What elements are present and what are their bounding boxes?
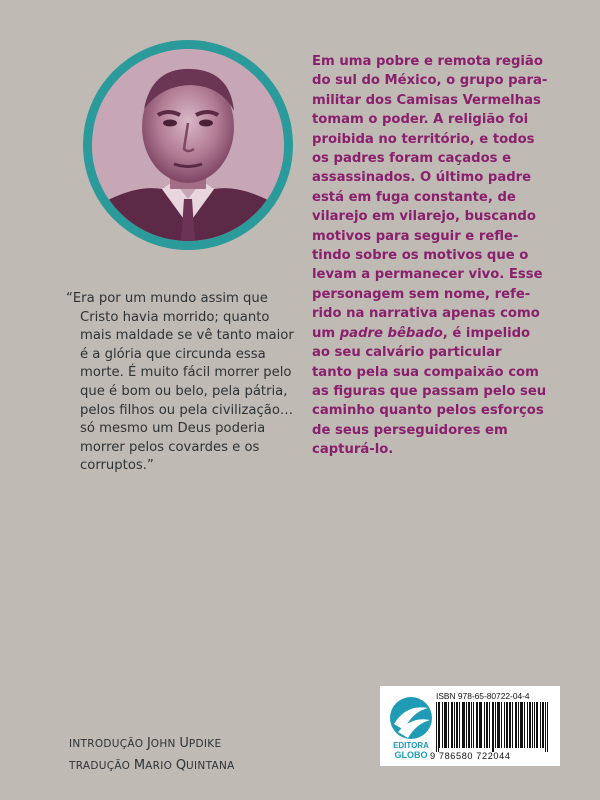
author-portrait: [83, 40, 293, 250]
epigraph-quote: [66, 290, 294, 476]
quote-line: pelos filhos ou pela civilização…: [80, 402, 294, 418]
credit-name: PDIKE: [188, 738, 222, 750]
synopsis-line: levam a permanecer vivo. Esse: [312, 267, 543, 283]
credit-label: TRADUÇÃO: [69, 760, 131, 772]
publisher-logo-icon: [386, 694, 436, 760]
quote-line: só mesmo um Deus poderia: [80, 421, 266, 437]
synopsis-line: do sul do México, o grupo para-: [312, 73, 548, 89]
synopsis-line: motivos para seguir e refle-: [312, 228, 519, 244]
synopsis-text: , é impelido: [442, 325, 531, 341]
synopsis-line: ao seu calvário particular: [312, 345, 502, 361]
synopsis-line: assassinados. O último padre: [312, 170, 532, 186]
quote-line: Cristo havia morrido; quanto: [80, 309, 270, 325]
quote-line: é a glória que circunda essa: [80, 346, 266, 362]
synopsis-line: vilarejo em vilarejo, buscando: [312, 209, 536, 225]
barcode-digits: 9 786580 722044: [430, 751, 511, 761]
synopsis-line: Em uma pobre e remota região: [312, 54, 543, 69]
barcode-icon: [436, 702, 548, 752]
synopsis-line: rido na narrativa apenas como: [312, 306, 540, 322]
synopsis-text: um: [312, 325, 340, 341]
synopsis-line: tanto pela sua compaixão com: [312, 364, 539, 380]
synopsis-line: de seus perseguidores em: [312, 422, 508, 438]
publisher-word: GLOBO: [394, 750, 428, 760]
credit-label: INTRODUÇÃO: [69, 738, 144, 750]
book-synopsis: [312, 52, 552, 460]
credit-initial: U: [179, 736, 189, 751]
synopsis-line: personagem sem nome, refe-: [312, 286, 531, 302]
translation-credit: [69, 755, 235, 777]
synopsis-line: está em fuga constante, de: [312, 189, 516, 205]
credit-name: UINTANA: [186, 760, 235, 772]
credit-initial: Q: [175, 758, 187, 773]
book-credits: [69, 733, 235, 777]
introduction-credit: [69, 733, 235, 755]
synopsis-line: capturá-lo.: [312, 442, 394, 458]
author-photo: [92, 49, 284, 241]
quote-line: morte. É muito fácil morrer pelo: [80, 365, 292, 381]
quote-line: mais maldade se vê tanto maior: [80, 328, 294, 344]
synopsis-line: caminho quanto pelos esforços: [312, 403, 544, 419]
quote-line: corruptos.”: [80, 458, 154, 474]
barcode-panel: [380, 686, 560, 766]
synopsis-line: [312, 324, 552, 343]
synopsis-line: tomam o poder. A religião foi: [312, 112, 529, 128]
credit-initial: J: [146, 736, 151, 751]
quote-line: “Era por um mundo assim que: [66, 291, 268, 306]
synopsis-line: militar dos Camisas Vermelhas: [312, 92, 541, 108]
synopsis-line: os padres foram caçados e: [312, 151, 512, 167]
synopsis-line: as figuras que passam pelo seu: [312, 383, 547, 399]
synopsis-line: tindo sobre os motivos que o: [312, 248, 529, 264]
synopsis-line: proibida no território, e todos: [312, 131, 535, 147]
quote-line: que é bom ou belo, pela pátria,: [80, 383, 288, 399]
synopsis-emphasis: padre bêbado: [339, 325, 443, 341]
quote-line: morrer pelos covardes e os: [80, 439, 260, 455]
credit-name: OHN: [150, 738, 176, 750]
credit-initial: M: [133, 758, 146, 773]
credit-name: ARIO: [145, 760, 173, 772]
publisher-word: EDITORA: [393, 741, 429, 750]
isbn-text: ISBN 978-65-80722-04-4: [436, 691, 530, 701]
